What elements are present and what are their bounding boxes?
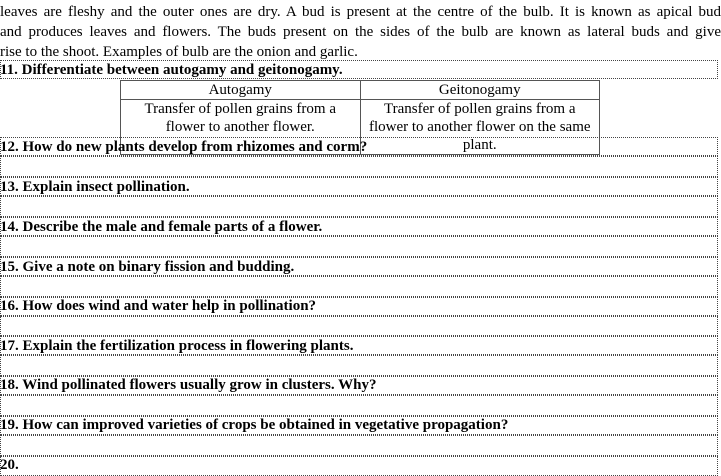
geitonogamy-header: Geitonogamy (360, 81, 600, 100)
question-14: 14. Describe the male and female parts of a flower. (0, 219, 323, 235)
table-header-row (121, 81, 600, 100)
answer-space (0, 395, 718, 416)
answer-space (0, 156, 718, 177)
question-17: 17. Explain the fertilization process in flowering plants. (0, 338, 354, 354)
question-13: 13. Explain insect pollination. (0, 179, 190, 195)
question-15: 15. Give a note on binary fission and budding. (0, 259, 295, 275)
question-18: 18. Wind pollinated flowers usually grow in clusters. Why? (0, 377, 377, 393)
answer-space (0, 276, 718, 297)
question-11: 11. Differentiate between autogamy and geitonogamy. (0, 62, 343, 78)
autogamy-cell: Transfer of pollen grains from a flower to another flower. (121, 100, 361, 155)
geitonogamy-cell: Transfer of pollen grains from a flower to another flower on the same plant. (360, 100, 600, 155)
paragraph-line-1: leaves are fleshy and the outer ones are dry. A bud is present at the centre of the bulb. It is known as apical bud (0, 4, 721, 20)
question-12: 12. How do new plants develop from rhizomes and corm? (0, 139, 368, 155)
paragraph-line-2: and produces leaves and flowers. The buds present on the sides of the bulb are known as lateral buds and give (0, 24, 721, 40)
question-16: 16. How does wind and water help in pollination? (0, 298, 317, 314)
autogamy-header: Autogamy (121, 81, 361, 100)
question-20: 20. (0, 457, 19, 473)
question-19: 19. How can improved varieties of crops be obtained in vegetative propagation? (0, 417, 509, 433)
paragraph-line-3: rise to the shoot. Examples of bulb are the onion and garlic. (0, 44, 358, 60)
answer-space (0, 435, 718, 456)
answer-space (0, 355, 718, 376)
answer-space (0, 236, 718, 257)
answer-space (0, 316, 718, 336)
answer-space (0, 196, 718, 217)
